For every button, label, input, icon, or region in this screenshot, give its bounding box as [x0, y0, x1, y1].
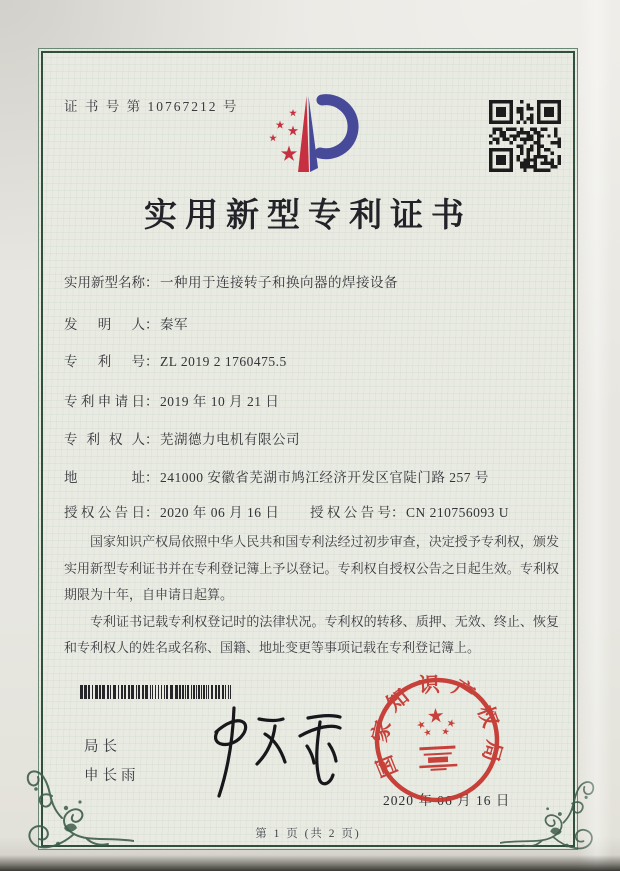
field-row-filing-date — [64, 390, 564, 412]
field-value: ZL 2019 2 1760475.5 — [160, 354, 287, 369]
field-row-address — [64, 466, 564, 488]
field-colon: ： — [391, 505, 405, 520]
field-label: 发明人 — [64, 317, 145, 332]
field-label: 授权公告号 — [310, 505, 391, 520]
legal-paragraph-1: 国家知识产权局依照中华人民共和国专利法经过初步审查，决定授予专利权，颁发实用新型专利证书并在专利登记簿上予以登记。专利权自授权公告之日起生效。专利权期限为十年，自申请日起算。 — [64, 534, 559, 602]
field-value: 2019 年 10 月 21 日 — [160, 394, 280, 409]
field-colon: ： — [145, 354, 159, 369]
field-row-inventor — [64, 313, 564, 335]
legal-paragraph-2: 专利证书记载专利权登记时的法律状况。专利权的转移、质押、无效、终止、恢复和专利权人的姓名或名称、国籍、地址变更等事项记载在专利登记簿上。 — [64, 613, 559, 655]
paper-sheen-highlight — [578, 0, 612, 871]
qr-code-icon — [489, 100, 561, 172]
field-label: 专利号 — [64, 354, 145, 369]
director-title: 局长 — [84, 739, 121, 755]
corner-flourish-left-icon — [16, 744, 134, 856]
grant-date-group — [64, 505, 279, 520]
certificate-title: 实用新型专利证书 — [144, 198, 472, 234]
grant-number-group — [310, 501, 509, 521]
svg-text:国家知识产权局 — [368, 671, 507, 781]
field-row-patentee — [64, 428, 564, 450]
field-colon: ： — [145, 317, 159, 332]
field-row-patent-number — [64, 350, 564, 372]
field-value: 一种用于连接转子和换向器的焊接设备 — [160, 275, 398, 290]
field-colon: ： — [145, 275, 159, 290]
field-row-grant — [64, 501, 564, 523]
national-emblem-icon — [415, 707, 459, 771]
field-colon: ： — [145, 432, 159, 447]
director-name: 申长雨 — [84, 768, 140, 784]
certificate-number: 证 书 号 第 10767212 号 — [64, 99, 239, 114]
field-label: 实用新型名称 — [64, 275, 145, 290]
field-label: 专利权人 — [64, 432, 145, 447]
cnipa-official-seal — [368, 671, 507, 810]
field-colon: ： — [145, 505, 159, 520]
field-colon: ： — [145, 394, 159, 409]
field-value: CN 210756093 U — [406, 505, 510, 520]
field-colon: ： — [145, 470, 159, 485]
seal-ring-text: 国家知识产权局 — [367, 671, 507, 781]
page-number: 第 1 页 (共 2 页) — [255, 828, 361, 840]
field-value: 241000 安徽省芜湖市鸠江经济开发区官陡门路 257 号 — [160, 470, 489, 485]
field-label: 授权公告日 — [64, 505, 145, 520]
field-value: 芜湖德力电机有限公司 — [160, 432, 300, 447]
director-signature-icon — [178, 700, 348, 802]
field-label: 专利申请日 — [64, 394, 145, 409]
corner-flourish-right-icon — [500, 758, 604, 856]
field-value: 秦军 — [160, 317, 188, 332]
field-label: 地址 — [64, 470, 145, 485]
field-row-invention-name — [64, 271, 564, 293]
barcode-icon — [80, 685, 236, 699]
photo-edge-shadow — [0, 855, 620, 871]
field-value: 2020 年 06 月 16 日 — [160, 505, 280, 520]
cnipa-patent-logo-icon — [262, 92, 364, 176]
legal-text-block — [64, 529, 559, 662]
seal-date: 2020 年 06 月 16 日 — [383, 793, 511, 808]
